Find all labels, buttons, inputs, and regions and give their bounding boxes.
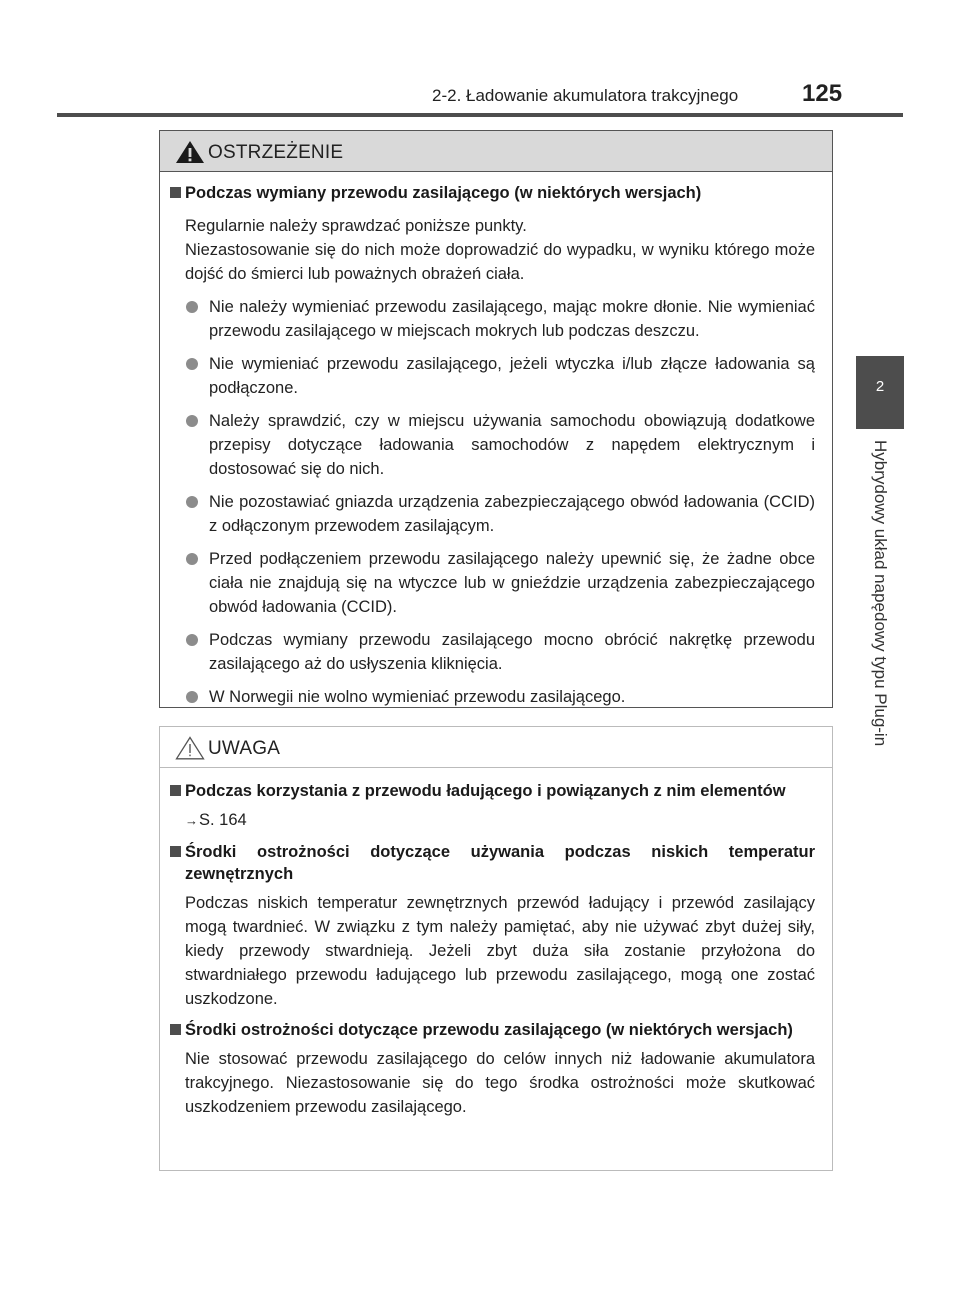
round-bullet-icon: [186, 496, 198, 508]
round-bullet-icon: [186, 301, 198, 313]
round-bullet-icon: [186, 634, 198, 646]
caution-box-title: UWAGA: [208, 738, 281, 759]
warning-bullet-text: Nie wymieniać przewodu zasilającego, jeżeli wtyczka i/lub złącze ładowania są podłączone.: [209, 355, 815, 397]
square-bullet-icon: [170, 187, 181, 198]
warning-bullet-text: Przed podłączeniem przewodu zasilającego należy upewnić się, że żadne obce ciała nie znajdują się na wtyczce lub w gnieździe urządzenia zabezpieczającego obwód ładowania (CCID).: [209, 550, 815, 616]
page-reference: [170, 808, 815, 833]
round-bullet-icon: [186, 691, 198, 703]
caution-triangle-icon: [175, 736, 205, 760]
warning-box-header: [160, 131, 832, 172]
caution-section: [170, 841, 815, 1011]
warning-bullet-text: Należy sprawdzić, czy w miejscu używania samochodu obowiązują dodatkowe przepisy dotyczące ładowania samochodów z napędem elektrycznym i dostosować się do nich.: [209, 412, 815, 478]
warning-bullet-text: Nie pozostawiać gniazda urządzenia zabezpieczającego obwód ładowania (CCID) z odłączonym przewodem zasilającym.: [209, 493, 815, 535]
warning-bullet: [170, 685, 815, 709]
caution-heading-text: Podczas korzystania z przewodu ładującego i powiązanych z nim elementów: [185, 782, 786, 800]
page-reference-link[interactable]: S. 164: [199, 811, 247, 829]
chapter-tab: [856, 356, 904, 429]
square-bullet-icon: [170, 1024, 181, 1035]
caution-section-heading: [170, 780, 815, 802]
warning-bullet: [170, 409, 815, 481]
warning-bullet: [170, 547, 815, 619]
warning-bullet: [170, 490, 815, 538]
arrow-right-icon: →: [185, 813, 198, 828]
caution-section-text: Podczas niskich temperatur zewnętrznych przewód ładujący i przewód zasilający mogą twardnieć. W związku z tym należy pamiętać, aby nie używać zbyt dużej siły, kiedy przewody stwardnieją. Jeżeli zbyt duża siła zostanie przyłożona do stwardniałego przewodu ładującego lub przewodu zasilającego, mogą one zostać uszkodzone.: [185, 894, 815, 1008]
caution-box-header: [160, 727, 832, 768]
page-number: 125: [802, 80, 843, 107]
warning-bullet: [170, 628, 815, 676]
caution-section-text: Nie stosować przewodu zasilającego do celów innych niż ładowanie akumulatora trakcyjnego. Niezastosowanie się do tego środka ostrożności może skutkować uszkodzeniem przewodu zasilającego.: [185, 1050, 815, 1116]
caution-section-heading: [170, 841, 815, 885]
warning-bullet-text: Nie należy wymieniać przewodu zasilającego, mając mokre dłonie. Nie wymieniać przewodu zasilającego w miejscach mokrych lub podczas deszczu.: [209, 298, 815, 340]
chapter-side-title: Hybrydowy układ napędowy typu Plug-in: [871, 440, 890, 747]
caution-section: [170, 780, 815, 833]
chapter-tab-number: 2: [875, 378, 885, 395]
square-bullet-icon: [170, 846, 181, 857]
warning-heading-text: Podczas wymiany przewodu zasilającego (w niektórych wersjach): [185, 184, 702, 202]
warning-box-title: OSTRZEŻENIE: [208, 142, 344, 163]
round-bullet-icon: [186, 358, 198, 370]
warning-bullet: [170, 352, 815, 400]
warning-bullet-text: W Norwegii nie wolno wymieniać przewodu zasilającego.: [209, 688, 626, 706]
warning-bullet-text: Podczas wymiany przewodu zasilającego mocno obrócić nakrętkę przewodu zasilającego aż do usłyszenia kliknięcia.: [209, 631, 815, 673]
warning-box: [159, 130, 833, 708]
caution-box: [159, 726, 833, 1171]
warning-section-heading: [170, 182, 815, 204]
caution-section-heading: [170, 1019, 815, 1041]
warning-intro-2: Niezastosowanie się do nich może doprowadzić do wypadku, w wyniku którego może dojść do śmierci lub poważnych obrażeń ciała.: [185, 241, 815, 283]
square-bullet-icon: [170, 785, 181, 796]
caution-heading-text: Środki ostrożności dotyczące przewodu zasilającego (w niektórych wersjach): [185, 1021, 793, 1039]
caution-section: [170, 1019, 815, 1119]
warning-intro-1: Regularnie należy sprawdzać poniższe punkty.: [185, 217, 527, 235]
header-rule: [57, 113, 903, 117]
round-bullet-icon: [186, 415, 198, 427]
caution-heading-text: Środki ostrożności dotyczące używania podczas niskich temperatur zewnętrznych: [185, 843, 815, 883]
warning-bullet: [170, 295, 815, 343]
warning-box-body: [160, 172, 832, 709]
warning-triangle-icon: [175, 140, 205, 164]
caution-box-body: [160, 768, 832, 1119]
header-section-title: 2-2. Ładowanie akumulatora trakcyjnego: [432, 86, 739, 105]
round-bullet-icon: [186, 553, 198, 565]
